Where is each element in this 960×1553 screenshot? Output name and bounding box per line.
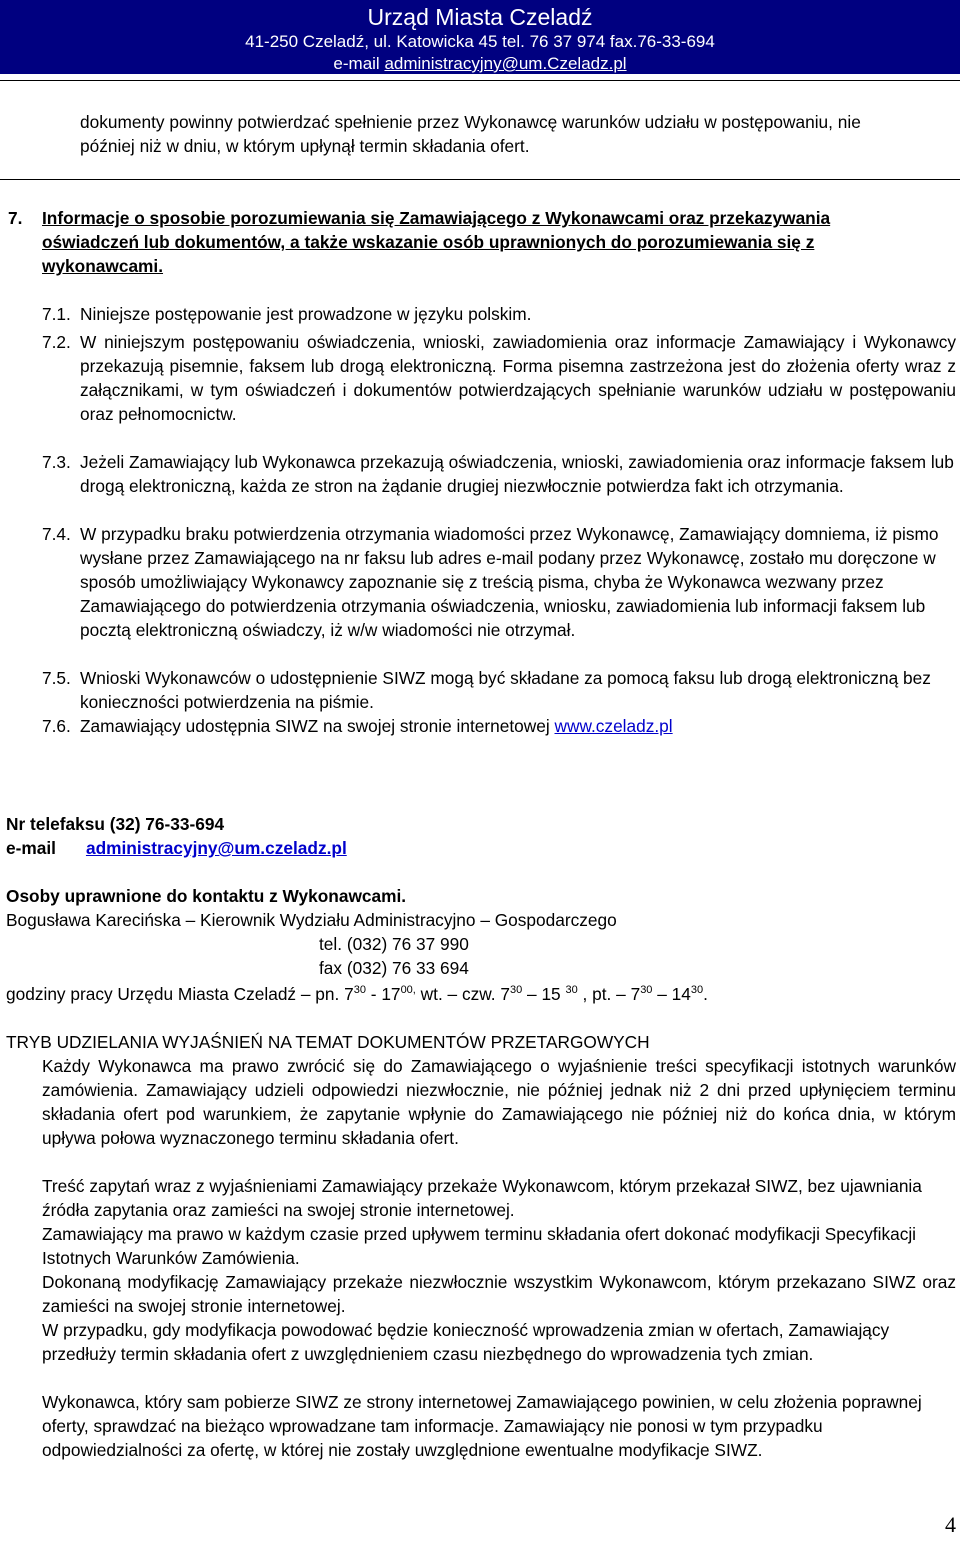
office-hours: godziny pracy Urzędu Miasta Czeladź – pn. $7^{30} - 17^{00,}$ wt. – czw. $7^{30} - 15$ $^{30}$ , pt. – $7^{30} - 14^{30}$. (6, 984, 708, 1004)
intro-paragraph: dokumenty powinny potwierdzać spełnienie przez Wykonawcę warunków udziału w postępowaniu, nie później niż w dniu, w którym upłynął termin składania ofert. (80, 112, 861, 156)
contact-tel: tel. (032) 76 37 990 (319, 934, 469, 954)
item-7-1-text: Niniejsze postępowanie jest prowadzone w języku polskim. (80, 304, 532, 324)
section-7-title: Informacje o sposobie porozumiewania się Zamawiającego z Wykonawcami oraz przekazywania oświadczeń lub dokumentów, a także wskazanie osób uprawnionych do porozumiewania się z wykonawcami. (42, 208, 831, 276)
section-7-number: 7. (8, 208, 23, 228)
contact-email-link[interactable]: administracyjny@um.czeladz.pl (85, 838, 347, 858)
tryb-paragraph: W przypadku, gdy modyfikacja powodować będzie konieczność wprowadzenia zmian w ofertach, Zamawiający przedłuży termin składania ofert z uwzględnieniem czasu niezbędnego do wprowadzenia tych zmian. (42, 1320, 890, 1364)
contact-persons-title: Osoby uprawnione do kontaktu z Wykonawcami. (6, 886, 407, 906)
item-7-4-text: W przypadku braku potwierdzenia otrzymania wiadomości przez Wykonawcę, Zamawiający domniema, iż pismo wysłane przez Zamawiającego na nr faksu lub adres e-mail podany przez Wykonawcę, zostało mu doręczone w sposób umożliwiający Wykonawcy zapoznanie się z treścią pisma, chyba że Wykonawca wezwany przez Zamawiającego do potwierdzenia otrzymania oświadczenia, wniosku, zawiadomienia lub informacji faksem lub pocztą elektroniczną oświadczy, iż w/w wiadomości nie otrzymał. (80, 524, 939, 640)
item-7-6-text: Zamawiający udostępnia SIWZ na swojej stronie internetowej www.czeladz.pl (80, 716, 673, 736)
item-7-4-number: 7.4. (42, 524, 71, 544)
divider-section (0, 179, 960, 180)
item-7-5-text: Wnioski Wykonawców o udostępnienie SIWZ mogą być składane za pomocą faksu lub drogą elektroniczną bez konieczności potwierdzenia na piśmie. (80, 668, 931, 712)
office-email-line: e-mail administracyjny@um.Czeladz.pl (333, 54, 627, 73)
item-7-5-number: 7.5. (42, 668, 71, 688)
office-name: Urząd Miasta Czeladź (367, 4, 593, 30)
tryb-title: TRYB UDZIELANIA WYJAŚNIEŃ NA TEMAT DOKUMENTÓW PRZETARGOWYCH (6, 1032, 650, 1052)
item-7-2-text: W niniejszym postępowaniu oświadczenia, wnioski, zawiadomienia oraz informacje Zamawiający i Wykonawcy przekazują pisemnie, faksem lub drogą elektroniczną. Forma pisemna zastrzeżona jest do złożenia oferty wraz z załącznikami, w tym oświadczeń i dokumentów potwierdzających spełnianie warunków udziału w postępowaniu oraz pełnomocnictw. (80, 332, 956, 424)
item-7-3-text: Jeżeli Zamawiający lub Wykonawca przekazują oświadczenia, wnioski, zawiadomienia oraz informacje faksem lub drogą elektroniczną, każda ze stron na żądanie drugiej niezwłocznie potwierdza fakt ich otrzymania. (80, 452, 954, 496)
item-7-6-number: 7.6. (42, 716, 71, 736)
item-7-2-number: 7.2. (42, 332, 71, 352)
tryb-paragraph: Zamawiający ma prawo w każdym czasie przed upływem terminu składania ofert dokonać modyfikacji Specyfikacji Istotnych Warunków Zamówienia. (42, 1224, 917, 1268)
office-address: 41-250 Czeladź, ul. Katowicka 45 tel. 76 37 974 fax.76-33-694 (245, 32, 715, 51)
divider-top (0, 80, 960, 81)
contact-email-line: e-mail administracyjny@um.czeladz.pl (6, 838, 347, 858)
letterhead (0, 0, 960, 74)
website-link[interactable]: www.czeladz.pl (554, 716, 673, 736)
office-email-link[interactable]: administracyjny@um.Czeladz.pl (384, 54, 627, 73)
tryb-paragraph: Wykonawca, który sam pobierze SIWZ ze strony internetowej Zamawiającego powinien, w celu złożenia poprawnej oferty, sprawdzać na bieżąco wprowadzane tam informacje. Zamawiający nie ponosi w tym przypadku odpowiedzialności za ofertę, w której nie zostały uwzględnione ewentualne modyfikacje SIWZ. (42, 1392, 922, 1460)
tryb-paragraph: Każdy Wykonawca ma prawo zwrócić się do Zamawiającego o wyjaśnienie treści specyfikacji istotnych warunków zamówienia. Zamawiający udzieli odpowiedzi niezwłocznie, nie później jednak niż 2 dni przed upłynięciem terminu składania ofert pod warunkiem, że zapytanie wpłynie do Zamawiającego nie później niż do końca dnia, w którym upływa połowa wyznaczonego terminu składania ofert. (42, 1056, 956, 1148)
item-7-3-number: 7.3. (42, 452, 71, 472)
tryb-paragraph: Treść zapytań wraz z wyjaśnieniami Zamawiający przekaże Wykonawcom, którym przekazał SIWZ, bez ujawniania źródła zapytania oraz zamieści na swojej stronie internetowej. (42, 1176, 922, 1220)
contact-fax: fax (032) 76 33 694 (319, 958, 469, 978)
item-7-1-number: 7.1. (42, 304, 71, 324)
page-number: 4 (945, 1512, 956, 1537)
contact-person: Bogusława Karecińska – Kierownik Wydziału Administracyjno – Gospodarczego (6, 910, 617, 930)
tryb-paragraph: Dokonaną modyfikację Zamawiający przekaże niezwłocznie wszystkim Wykonawcom, którym przekazano SIWZ oraz zamieści na swojej stronie internetowej. (42, 1272, 956, 1316)
fax-number: Nr telefaksu (32) 76-33-694 (6, 814, 225, 834)
